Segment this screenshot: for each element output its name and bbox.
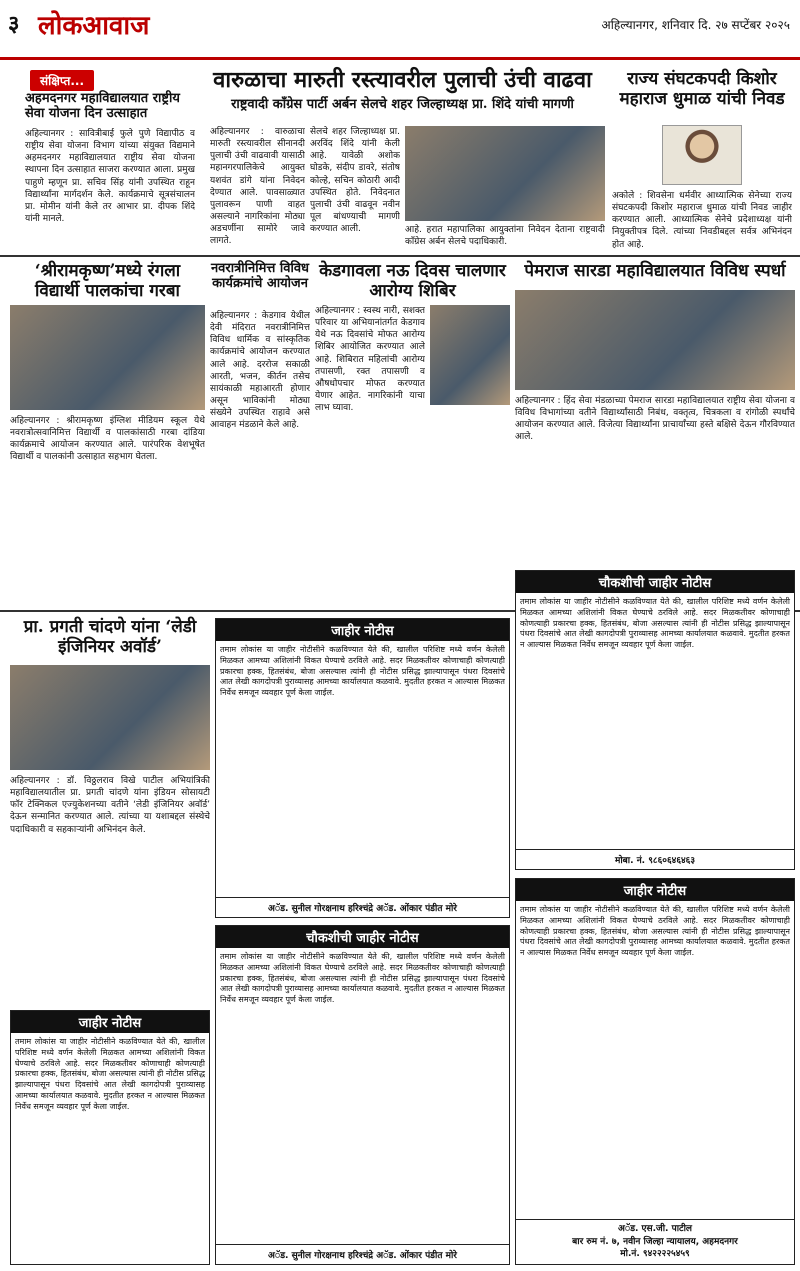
advocate-patil-name: अॅड. एस.जी. पाटील: [617, 1224, 693, 1235]
notice-title-3: जाहीर नोटीस: [516, 879, 794, 901]
advocate-patil-block: [516, 1219, 794, 1264]
inquiry-body-2: तमाम लोकांस या जाहीर नोटीसीने कळविण्यात येते की, खालील परिशिष्ट मध्ये वर्णन केलेली मिळकत आमच्या अशिलांनी विकत घेण्याचे ठरविले आहे. सदर मिळकतीवर कोणाचाही कोणत्याही प्रकारचा हक्क, हितसंबंध, बोजा असल्यास त्यांनी ही नोटीस प्रसिद्ध झाल्यापासून पंधरा दिवसांचे आत लेखी कागदोपत्री पुराव्यासह आमच्या कार्यालयात कळवावे. मुदतीत हरकत न आल्यास मिळकत निर्वेध समजून व्यवहार पूर्ण केला जाईल.: [220, 952, 505, 1005]
lead-headline: वारुळाचा मारुती रस्त्यावरील पुलाची उंची वाढवा: [213, 67, 592, 93]
health-text: अहिल्यानगर : स्वस्थ नारी, सशक्त परिवार या अभियानांतर्गत केडगाव येथे नऊ दिवसांचे मोफत आरोग्य शिबिर आयोजित करण्यात आले आहे. शिबिरात महिलांची आरोग्य तपासणी, रक्त तपासणी व औषधोपचार मोफत करण्यात येणार आहेत. नागरिकांनी याचा लाभ घ्यावा.: [315, 306, 425, 414]
inquiry-notice-2: [215, 925, 510, 1265]
sarda-headline: पेमराज सारडा महाविद्यालयात विविध स्पर्धा: [524, 261, 786, 281]
masthead: [0, 0, 800, 60]
award-headline: प्रा. प्रगती चांदणे यांना ‘लेडी इंजिनियर अवॉर्ड’: [23, 617, 197, 657]
inquiry-advocate: मोबा. नं. ९८६०६४६४६३: [516, 849, 794, 869]
newspaper-logo: लोकआवाज: [38, 11, 150, 41]
inquiry-notice-1: [515, 570, 795, 870]
inquiry-title-2: चौकशीची जाहीर नोटीस: [216, 926, 509, 948]
advocate-patil-mobile: मो.नं. ९४२२२२५४५९: [620, 1249, 690, 1260]
navaratri-text: अहिल्यानगर : केडगाव येथील देवी मंदिरात नवरात्रीनिमित्त विविध धार्मिक व सांस्कृतिक कार्यक्रमांचे आयोजन करण्यात आले आहे. दररोज सकाळी आरती, भजन, कीर्तन तसेच सायंकाळी महाआरती होणार असून भाविकांनी मोठ्या संख्येने उपस्थित राहावे असे आवाहन मंडळाने केले आहे.: [210, 311, 310, 431]
notice-title-2: जाहीर नोटीस: [11, 1011, 209, 1033]
kishor-text: अकोले : शिवसेना धर्मवीर आध्यात्मिक सेनेच्या राज्य संघटकपदी किशोर महाराज धुमाळ यांची निवड जाहीर करण्यात आली. आध्यात्मिक सेनेचे प्रदेशाध्यक्ष यांनी नियुक्तीपत्र दिले. त्यांच्या निवडीबद्दल सर्वत्र अभिनंदन होत आहे.: [612, 191, 792, 250]
sarda-text: अहिल्यानगर : हिंद सेवा मंडळाच्या पेमराज सारडा महाविद्यालयात राष्ट्रीय सेवा योजना व विविध विभागांच्या वतीने विद्यार्थ्यांसाठी निबंध, वक्तृत्व, चित्रकला व रांगोळी स्पर्धांचे आयोजन करण्यात आले. विजेत्या विद्यार्थ्यांना प्राचार्यांच्या हस्ते बक्षिसे देऊन गौरविण्यात आले.: [515, 396, 795, 443]
brief-body: [25, 128, 195, 250]
garba-headline: ‘श्रीरामकृष्ण’मध्ये रंगला विद्यार्थी पालकांचा गरबा: [34, 261, 181, 301]
public-notice-1: [215, 618, 510, 918]
advocate-patil-address: बार रुम नं. ७, नवीन जिल्हा न्यायालय, अहमदनगर: [572, 1236, 738, 1247]
kishor-portrait: [662, 125, 742, 185]
lead-photo: [405, 126, 605, 221]
inquiry-advocate-2: अॅड. सुनील गोरक्षनाथ हरिश्चंद्रे अॅड. ओंकार पंडीत मोरे: [216, 1244, 509, 1264]
brief-text: अहिल्यानगर : सावित्रीबाई फुले पुणे विद्यापीठ व राष्ट्रीय सेवा योजना विभाग यांच्या संयुक्त विद्यमाने अहमदनगर महाविद्यालयात राष्ट्रीय सेवा योजना स्थापना दिन उत्साहात साजरा करण्यात आला. प्रमुख पाहुणे म्हणून प्रा. सचिव सिंह यांनी उपस्थित राहून विद्यार्थ्यांना मार्गदर्शन केले. कार्यक्रमाचे सूत्रसंचालन प्रा. मोमीन यांनी केले तर आभार प्रा. दीपक शिंदे यांनी मानले.: [25, 129, 195, 224]
award-text: अहिल्यानगर : डॉ. विठ्ठलराव विखे पाटील अभियांत्रिकी महाविद्यालयातील प्रा. प्रगती चांदणे यांना इंडियन सोसायटी फॉर टेक्निकल एज्युकेशनच्या वतीने ‘लेडी इंजिनियर अवॉर्ड’ देऊन सन्मानित करण्यात आले. त्यांच्या या यशाबद्दल संस्थेचे पदाधिकारी व सहकाऱ्यांनी अभिनंदन केले.: [10, 776, 210, 835]
sarda-photo: [515, 290, 795, 390]
kishor-body: [612, 190, 792, 250]
notice-body-2: तमाम लोकांस या जाहीर नोटीसीने कळविण्यात येते की, खालील परिशिष्ट मध्ये वर्णन केलेली मिळकत आमच्या अशिलांनी विकत घेण्याचे ठरविले आहे. सदर मिळकतीवर कोणाचाही कोणत्याही प्रकारचा हक्क, हितसंबंध, बोजा असल्यास त्यांनी ही नोटीस प्रसिद्ध झाल्यापासून पंधरा दिवसांचे आत लेखी कागदोपत्री पुराव्यासह आमच्या कार्यालयात कळवावे. मुदतीत हरकत न आल्यास मिळकत निर्वेध समजून व्यवहार पूर्ण केला जाईल.: [15, 1037, 205, 1111]
lead-caption: [405, 224, 605, 252]
navaratri-body: [210, 310, 310, 605]
inquiry-title: चौकशीची जाहीर नोटीस: [516, 571, 794, 593]
public-notice-3: [515, 878, 795, 1265]
page-number: ३: [8, 12, 20, 37]
garba-body: [10, 415, 205, 605]
health-photo: [430, 305, 510, 405]
kishor-headline: राज्य संघटकपदी किशोर महाराज धुमाळ यांची निवड: [619, 69, 785, 109]
brief-tag: संक्षिप्त...: [30, 70, 94, 91]
notice-body-3: तमाम लोकांस या जाहीर नोटीसीने कळविण्यात येते की, खालील परिशिष्ट मध्ये वर्णन केलेली मिळकत आमच्या अशिलांनी विकत घेण्याचे ठरविले आहे. सदर मिळकतीवर कोणाचाही कोणत्याही प्रकारचा हक्क, हितसंबंध, बोजा असल्यास त्यांनी ही नोटीस प्रसिद्ध झाल्यापासून पंधरा दिवसांचे आत लेखी कागदोपत्री पुराव्यासह आमच्या कार्यालयात कळवावे. मुदतीत हरकत न आल्यास मिळकत निर्वेध समजून व्यवहार पूर्ण केला जाईल.: [520, 905, 790, 958]
public-notice-2: [10, 1010, 210, 1265]
navaratri-headline: नवरात्रीनिमित्त विविध कार्यक्रमांचे आयोजन: [210, 261, 310, 291]
dateline: अहिल्यानगर, शनिवार दि. २७ सप्टेंबर २०२५: [601, 18, 790, 32]
award-photo: [10, 665, 210, 770]
brief-headline: अहमदनगर महाविद्यालयात राष्ट्रीय सेवा योजना दिन उत्साहात: [25, 91, 180, 121]
inquiry-body: तमाम लोकांस या जाहीर नोटीसीने कळविण्यात येते की, खालील परिशिष्ट मध्ये वर्णन केलेली मिळकत आमच्या अशिलांनी विकत घेण्याचे ठरविले आहे. सदर मिळकतीवर कोणाचाही कोणत्याही प्रकारचा हक्क, हितसंबंध, बोजा असल्यास त्यांनी ही नोटीस प्रसिद्ध झाल्यापासून पंधरा दिवसांचे आत लेखी कागदोपत्री पुराव्यासह आमच्या कार्यालयात कळवावे. मुदतीत हरकत न आल्यास मिळकत निर्वेध समजून व्यवहार पूर्ण केला जाईल.: [520, 597, 790, 650]
garba-photo: [10, 305, 205, 410]
lead-caption-text: आहे. हरात महापालिका आयुक्तांना निवेदन देताना राष्ट्रवादी काँग्रेस अर्बन सेलचे पदाधिकारी.: [405, 225, 605, 248]
divider-1: [0, 255, 800, 257]
award-body: [10, 775, 210, 1005]
sarda-body: [515, 395, 795, 565]
lead-col-2: [310, 126, 400, 246]
notice-title: जाहीर नोटीस: [216, 619, 509, 641]
health-body: [315, 305, 425, 605]
notice-advocate: अॅड. सुनील गोरक्षनाथ हरिश्चंद्रे अॅड. ओंकार पंडीत मोरे: [216, 897, 509, 917]
health-headline: केडगावला नऊ दिवस चालणार आरोग्य शिबिर: [319, 261, 506, 301]
lead-text-1: अहिल्यानगर : वारुळाचा मारुती रस्त्यावरील सीनानदी पुलाची उंची वाढवावी यासाठी महानगरपालिकेचे आयुक्त यशवंत डांगे यांना निवेदन देण्यात आले. पावसाळ्यात पुलावरून पाणी वाहत असल्याने नागरिकांना मोठ्या अडचणींना सामोरे जावे लागते.: [210, 127, 305, 246]
lead-subhead: राष्ट्रवादी काँग्रेस पार्टी अर्बन सेलचे शहर जिल्हाध्यक्ष प्रा. शिंदे यांची मागणी: [231, 97, 574, 112]
notice-body: तमाम लोकांस या जाहीर नोटीसीने कळविण्यात येते की, खालील परिशिष्ट मध्ये वर्णन केलेली मिळकत आमच्या अशिलांनी विकत घेण्याचे ठरविले आहे. सदर मिळकतीवर कोणाचाही कोणत्याही प्रकारचा हक्क, हितसंबंध, बोजा असल्यास त्यांनी ही नोटीस प्रसिद्ध झाल्यापासून पंधरा दिवसांचे आत लेखी कागदोपत्री पुराव्यासह आमच्या कार्यालयात कळवावे. मुदतीत हरकत न आल्यास मिळकत निर्वेध समजून व्यवहार पूर्ण केला जाईल.: [220, 645, 505, 698]
garba-text: अहिल्यानगर : श्रीरामकृष्ण इंग्लिश मीडियम स्कूल येथे नवरात्रोत्सवानिमित्त विद्यार्थी व पालकांसाठी गरबा दांडिया कार्यक्रमाचे आयोजन करण्यात आले. पारंपरिक वेशभूषेत विद्यार्थी व पालकांनी उत्साहात सहभाग घेतला.: [10, 416, 205, 463]
lead-col-1: [210, 126, 305, 246]
lead-text-2: सेलचे शहर जिल्हाध्यक्ष प्रा. अरविंद शिंदे यांनी केली आहे. यावेळी अशोक घोडके, संदीप डावरे, संतोष कोल्हे, सचिन कोठारी आदी उपस्थित होते. निवेदनात पुलाची उंची वाढवून नवीन पूल बांधण्याची मागणी करण्यात आली.: [310, 127, 400, 235]
